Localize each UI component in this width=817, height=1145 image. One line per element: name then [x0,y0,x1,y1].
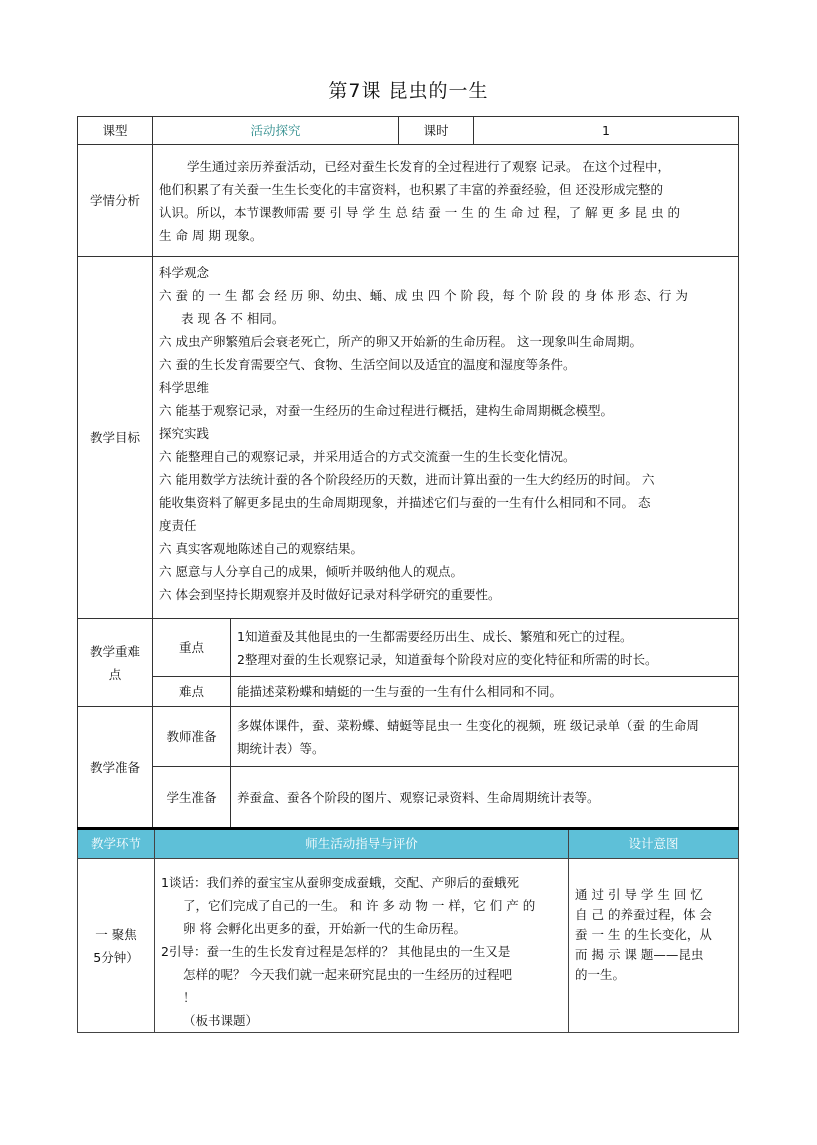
activity-line: 1谈话：我们养的蚕宝宝从蚕卵变成蚕蛾，交配、产卵后的蚕蛾死 [161,875,519,890]
goal-heading: 科学思维 [159,380,210,395]
process-table [77,827,739,1033]
activity-line: ！ [183,990,196,1005]
analysis-label: 学情分析 [78,145,153,257]
intent-line: 通 过 引 导 学 生 回 忆 [575,887,703,902]
activity-line: （板书课题） [183,1013,259,1028]
analysis-line: 他们积累了有关蚕一生生长变化的丰富资料，也积累了丰富的养蚕经验，但 还没形成完整的 [159,181,663,197]
analysis-line: 学生通过亲历养蚕活动，已经对蚕生长发育的全过程进行了观察 记录。 在这个过程中， [187,158,670,174]
stage-name: 一 聚焦 [95,926,137,942]
goals-text [153,257,739,619]
intent-cell [569,859,739,1033]
goal-item: 六 体会到坚持长期观察并及时做好记录对科学研究的重要性。 [159,587,501,602]
analysis-text [153,145,739,257]
goal-heading: 探究实践 [159,426,210,441]
hard-text: 能描述菜粉蝶和蜻蜓的一生与蚕的一生有什么相同和不同。 [231,677,739,707]
goal-item: 能收集资料了解更多昆虫的生命周期现象，并描述它们与蚕的一生有什么相同和不同。 态 [159,495,651,510]
type-value: 活动探究 [153,117,399,145]
hours-label: 课时 [399,117,474,145]
page-title: 第7课 昆虫的一生 [328,80,489,102]
col-intent-header: 设计意图 [569,829,739,859]
stage-cell [78,859,155,1033]
intent-line: 自 己 的养蚕过程，体 会 [575,907,712,922]
col-activity-header: 师生活动指导与评价 [155,829,569,859]
goal-item: 六 能用数学方法统计蚕的各个阶段经历的天数，进而计算出蚕的一生大约经历的时间。 六 [159,472,655,487]
goal-item: 六 能整理自己的观察记录，并采用适合的方式交流蚕一生的生长变化情况。 [159,449,576,464]
col-stage-header: 教学环节 [78,829,155,859]
hard-label: 难点 [153,677,231,707]
teacher-prep-label: 教师准备 [153,707,231,767]
activity-line: 怎样的呢？ 今天我们就一起来研究昆虫的一生经历的过程吧 [183,967,512,982]
teacher-prep-line: 期统计表）等。 [237,740,325,756]
intent-line: 而 揭 示 课 题——昆虫 [575,947,704,962]
focus-text [231,619,739,677]
activity-cell [155,859,569,1033]
student-prep-label: 学生准备 [153,767,231,829]
goals-label: 教学目标 [78,257,153,619]
focus-label: 重点 [153,619,231,677]
goal-item: 六 蚕的生长发育需要空气、食物、生活空间以及适宜的温度和湿度等条件。 [159,357,576,372]
goal-item: 六 能基于观察记录，对蚕一生经历的生命过程进行概括，建构生命周期概念模型。 [159,403,613,418]
stage-time: 5分钟） [93,949,139,965]
analysis-line: 生 命 周 期 现象。 [159,227,263,243]
goal-heading: 度责任 [159,518,197,533]
goal-item: 六 成虫产卵繁殖后会衰老死亡，所产的卵又开始新的生命历程。 这一现象叫生命周期。 [159,334,642,349]
goal-item: 六 愿意与人分享自己的成果，倾听并吸纳他人的观点。 [159,564,463,579]
key-label: 教学重难点 [78,619,153,707]
prep-label: 教学准备 [78,707,153,829]
goal-heading: 科学观念 [159,265,210,280]
lesson-plan-table [77,116,739,829]
activity-line: 2引导：蚕一生的生长发育过程是怎样的？ 其他昆虫的一生又是 [161,944,511,959]
teacher-prep-line: 多媒体课件，蚕、菜粉蝶、蜻蜓等昆虫一 生变化的视频，班 级记录单（蚕 的生命周 [237,717,699,733]
goal-item: 六 真实客观地陈述自己的观察结果。 [159,541,363,556]
student-prep-text: 养蚕盒、蚕各个阶段的图片、观察记录资料、生命周期统计表等。 [231,767,739,829]
analysis-line: 认识。所以，本节课教师需 要 引 导 学 生 总 结 蚕 一 生 的 生 命 过 程，了 解 更 多 昆 虫 的 [159,204,680,220]
type-label: 课型 [78,117,153,145]
goal-item: 六 蚕 的 一 生 都 会 经 历 卵、幼虫、蛹、成 虫 四 个 阶 段，每 个 阶 段 的 身 体 形 态、行 为 [159,288,688,303]
teacher-prep-text [231,707,739,767]
hours-value: 1 [474,117,739,145]
activity-line: 卵 将 会孵化出更多的蚕，开始新一代的生命历程。 [183,921,466,936]
intent-line: 的一生。 [575,967,626,982]
goal-item: 表 现 各 不 相同。 [181,311,285,326]
focus-item: 2整理对蚕的生长观察记录，知道蚕每个阶段对应的变化特征和所需的时长。 [237,651,658,667]
activity-line: 了，它们完成了自己的一生。 和 许 多 动 物 一 样，它 们 产 的 [183,898,536,913]
focus-item: 1知道蚕及其他昆虫的一生都需要经历出生、成长、繁殖和死亡的过程。 [237,628,633,644]
intent-line: 蚕 一 生 的生长变化，从 [575,927,712,942]
